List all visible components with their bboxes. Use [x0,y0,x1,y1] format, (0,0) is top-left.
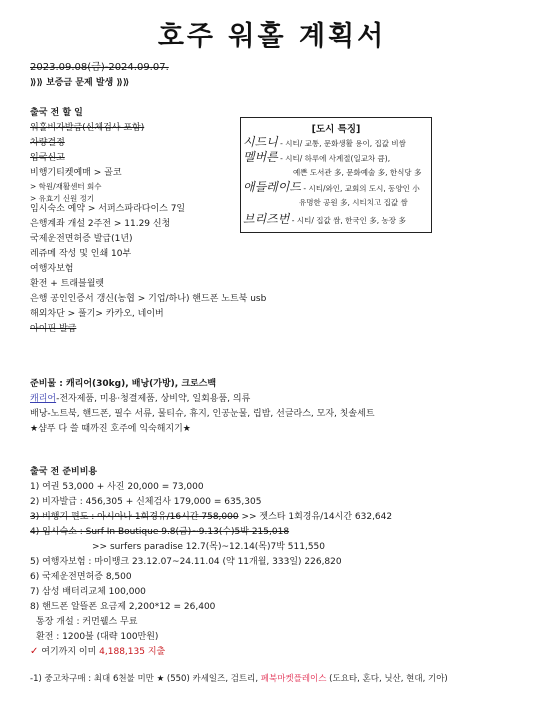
city-box-title: [도시 특징] [311,124,361,135]
cost-item: 7) 삼성 배터리교체 100,000 [30,587,146,597]
cost-item: 3) 비행기 편도 : 아시아나 1회경유/16시간 758,000 >> 젯스타 1회경유/14시간 632,642 [30,512,393,522]
list-item: 환전 + 트래블월렛 [30,279,105,289]
list-item: 차량결정 [30,138,65,148]
list-item: 레쥬메 작성 및 인쇄 10부 [30,249,132,259]
notice-line: ⟫⟫ 보증금 문제 발생 ⟫⟫ [30,78,130,88]
city-row: 유명한 공원 多, 시티치고 집값 쌈 [299,198,408,207]
city-features-box [240,117,432,233]
city-row: 시드니 - 시티/ 교통, 문화생활 용이, 집값 비쌈 [243,135,406,149]
total-value: 4,188,135 지출 [99,647,166,657]
list-item: 해외차단 > 풀기> 카카오, 네이버 [30,309,164,319]
luggage-heading: 준비물 : 캐리어(30kg), 배낭(가방), 크로스백 [30,379,217,389]
list-item: 아이핀 발급 [30,324,77,334]
cost-item: 4) 임시숙소 : Surf In Boutique 9.8(금)~9.13(수)5박 215,018 [30,527,290,537]
list-item: 은행 공인인증서 갱신(농협 > 기업/하나) 핸드폰 노트북 usb [30,294,267,304]
carrier-line: 캐리어-전자제품, 미용·청결제품, 상비약, 일회용품, 의류 [30,394,251,404]
tip-line: ★샴푸 다 쓸 때까진 호주에 익숙해지기★ [30,424,191,434]
cost-item: >> surfers paradise 12.7(목)~12.14(목)7박 511,550 [92,542,326,552]
city-row: 예쁜 도서관 多, 문화예술 多, 한식당 多 [293,168,422,177]
list-item: 은행계좌 개설 2주전 > 11.29 신청 [30,219,171,229]
list-item: 워홀비자발급(신체검사 포함) [30,123,145,133]
city-row: 멜버른 - 시티/ 하루에 사계절(일교차 큼), [243,150,391,164]
page-title: 호주 워홀 계획서 [157,21,387,52]
cost-item: 5) 여행자보험 : 마이뱅크 23.12.07~24.11.04 (약 11개월, 333일) 226,820 [30,557,342,567]
cost-item: 통장 개설 : 커먼웰스 무료 [36,617,138,627]
total-line: ✓ 여기까지 이미 4,188,135 지출 [30,646,166,657]
list-item: > 학원/재활센터 회수 [30,182,102,191]
city-row: 애들레이드 - 시티/와인, 교회의 도시, 동양인 小 [243,180,420,194]
costs-heading: 출국 전 준비비용 [30,467,98,477]
check-icon: ✓ [30,646,39,657]
cost-item: 8) 핸드폰 알뜰폰 요금제 2,200*12 = 26,400 [30,602,216,612]
backpack-line: 배낭-노트북, 핸드폰, 필수 서류, 물티슈, 휴지, 인공눈물, 립밤, 선글라스, 모자, 칫솔세트 [30,409,375,419]
list-item: 비행기티켓예매 > 골코 [30,168,122,178]
cost-item: 환전 : 1200불 (대략 100만원) [36,632,159,642]
list-item: 국제운전면허증 발급(1년) [30,234,133,244]
used-car-line: -1) 중고차구매 : 최대 6천불 미만 ★ (550) 카세일즈, 검트리, 페북마켓플레이스 (도요타, 혼다, 닛산, 현대, 기아) [30,674,448,684]
list-item: 입국신고 [30,153,65,163]
cost-item: 6) 국제운전면허증 8,500 [30,572,132,582]
date-range: 2023.09.08(금)-2024.09.07. [30,62,169,73]
cost-item: 1) 여권 53,000 + 사진 20,000 = 73,000 [30,482,204,492]
city-row: 브리즈번 - 시티/ 집값 쌈, 한국인 多, 농장 多 [243,212,406,226]
list-item: > 유효기 신원 정기 [30,194,95,203]
cost-item: 2) 비자발급 : 456,305 + 신체검사 179,000 = 635,305 [30,497,262,507]
pre-departure-heading: 출국 전 할 일 [30,108,83,118]
list-item: 여행자보험 [30,264,74,274]
list-item: 임시숙소 예약 > 서퍼스파라다이스 7일 [30,204,186,214]
